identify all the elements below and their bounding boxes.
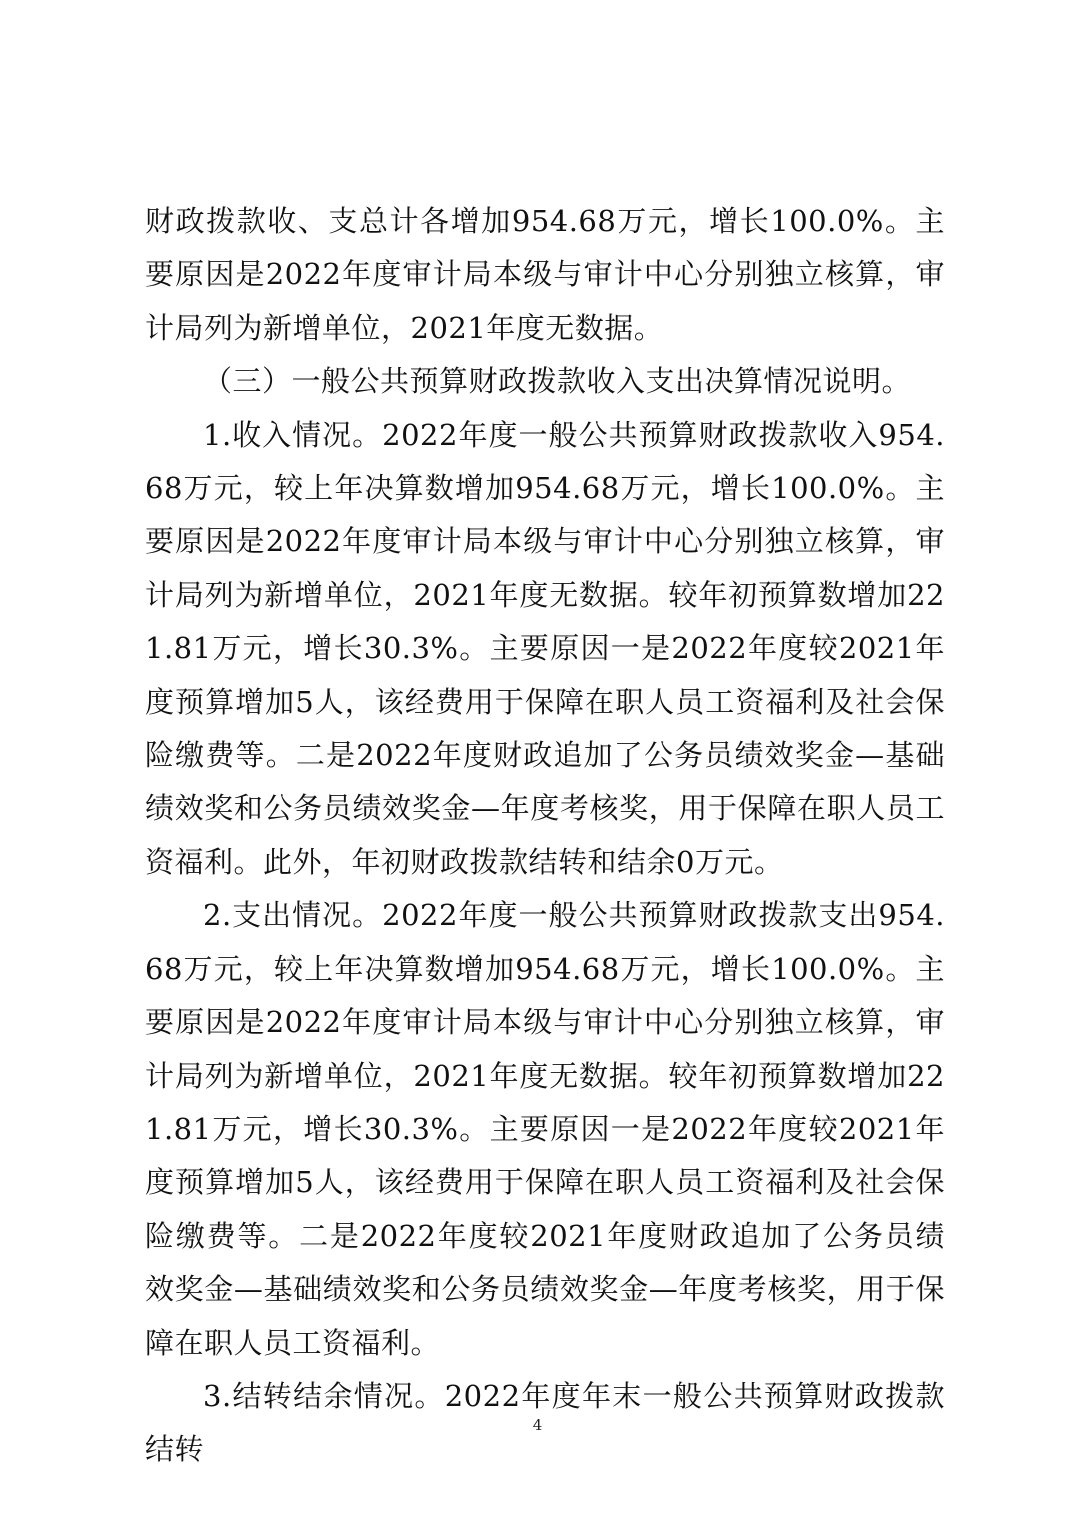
page-number: 4 <box>532 1416 543 1434</box>
section-heading-general-budget: （三）一般公共预算财政拨款收入支出决算情况说明。 <box>203 364 912 399</box>
paragraph-income: 1.收入情况。2022年度一般公共预算财政拨款收入954.68万元，较上年决算数增加954.68万元，增长100.0%。主要原因是2022年度审计局本级与审计中心分别独立核算，审计局列为新增单位，2021年度无数据。较年初预算数增加221.81万元，增长30.3%。主要原因一是2022年度较2021年度预算增加5人，该经费用于保障在职人员工资福利及社会保险缴费等。二是2022年度财政追加了公务员绩效奖金—基础绩效奖和公务员绩效奖金—年度考核奖，用于保障在职人员工资福利。此外，年初财政拨款结转和结余0万元。 <box>145 417 945 879</box>
paragraph-financial-totals: 财政拨款收、支总计各增加954.68万元，增长100.0%。主要原因是2022年度审计局本级与审计中心分别独立核算，审计局列为新增单位，2021年度无数据。 <box>145 204 945 345</box>
paragraph-carryover: 3.结转结余情况。2022年度年末一般公共预算财政拨款结转 <box>145 1378 945 1467</box>
paragraph-expenditure: 2.支出情况。2022年度一般公共预算财政拨款支出954.68万元，较上年决算数增加954.68万元，增长100.0%。主要原因是2022年度审计局本级与审计中心分别独立核算，审计局列为新增单位，2021年度无数据。较年初预算数增加221.81万元，增长30.3%。主要原因一是2022年度较2021年度预算增加5人，该经费用于保障在职人员工资福利及社会保险缴费等。二是2022年度较2021年度财政追加了公务员绩效奖金—基础绩效奖和公务员绩效奖金—年度考核奖，用于保障在职人员工资福利。 <box>145 898 945 1360</box>
document-body <box>145 195 945 1477</box>
